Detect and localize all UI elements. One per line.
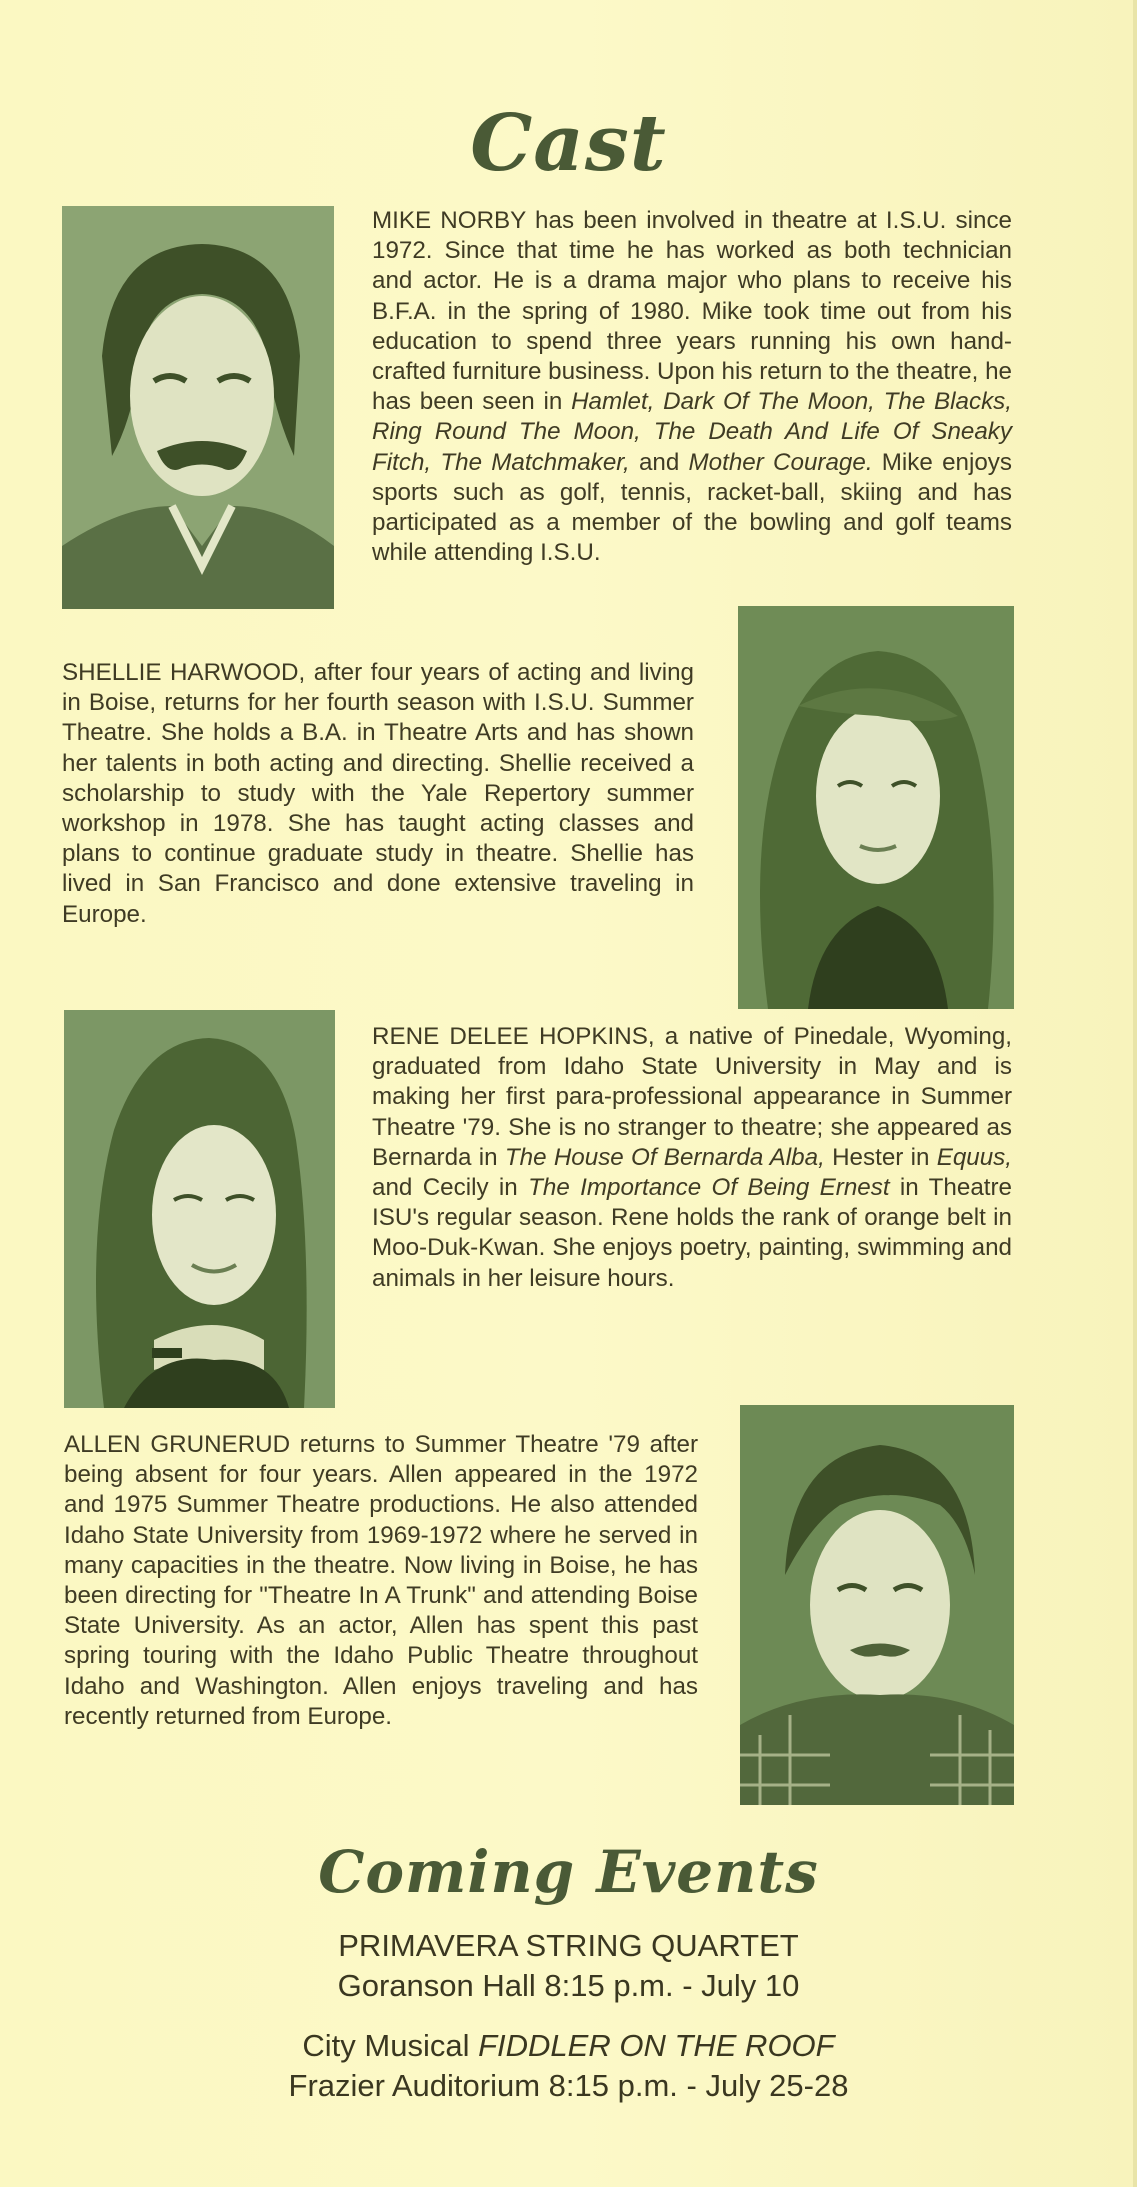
- coming-events-heading: Coming Events: [318, 1838, 819, 1906]
- bio-text: , after four years of acting and living in Boise, returns for her fourth season with I.S.U. Summer Theatre. She holds a B.A. in Theatre Arts and has shown her talents in both acting and directing. Shellie received a scholarship to study with the Yale Repertory summer workshop in 1978. She has taught acting classes and plans to continue graduate study in theatre. Shellie has lived in San Francisco and done extensive traveling in Europe.: [62, 659, 694, 928]
- work-title: The House Of Bernarda Alba,: [504, 1143, 825, 1171]
- name-mike-norby: MIKE NORBY: [372, 207, 526, 234]
- photo-shellie-harwood: [738, 606, 1014, 1009]
- work-title: Equus,: [936, 1143, 1012, 1171]
- event-primavera: [0, 1926, 1137, 2006]
- bio-shellie-harwood: [62, 658, 694, 930]
- bio-text: and Cecily in: [372, 1174, 529, 1202]
- bio-text: Hester in: [824, 1143, 937, 1171]
- event-fiddler: [0, 2026, 1137, 2106]
- photo-rene-hopkins: [64, 1010, 335, 1408]
- bio-text: and: [629, 448, 689, 476]
- event-show-title: FIDDLER ON THE ROOF: [478, 2028, 835, 2063]
- bio-rene-hopkins: [372, 1022, 1012, 1294]
- event-details: Frazier Auditorium 8:15 p.m. - July 25-28: [288, 2068, 849, 2103]
- bio-text: has been involved in theatre at I.S.U. since 1972. Since that time he has worked as both technician and actor. He is a drama major who plans to receive his B.F.A. in the spring of 1980. Mike took time out from his education to spend three years running his own hand-crafted furniture business. Upon his return to the theatre, he has been seen in: [372, 207, 1013, 416]
- bio-allen-grunerud: [64, 1430, 698, 1732]
- bio-text: Mike enjoys sports such as golf, tennis, racket-ball, skiing and has participated as a member of the bowling and golf teams while attending I.S.U.: [372, 448, 1012, 567]
- photo-allen-grunerud: [740, 1405, 1014, 1805]
- name-rene-hopkins: RENE DELEE HOPKINS: [372, 1023, 648, 1050]
- cast-heading: Cast: [470, 98, 667, 189]
- bio-text: returns to Summer Theatre '79 after being absent for four years. Allen appeared in the 1972 and 1975 Summer Theatre productions. He also attended Idaho State University from 1969-1972 where he served in many capacities in the theatre. Now living in Boise, he has been directing for "Theatre In A Trunk" and attending Boise State University. As an actor, Allen has spent this past spring touring with the Idaho Public Theatre throughout Idaho and Washington. Allen enjoys traveling and has recently returned from Europe.: [64, 1431, 698, 1730]
- bio-mike-norby: [372, 206, 1012, 568]
- works-list: Hamlet, Dark Of The Moon, The Blacks, Ring Round The Moon, The Death And Life Of Sneaky Fitch, The Matchmaker,: [372, 388, 1012, 476]
- work-title: The Importance Of Being Ernest: [528, 1174, 890, 1202]
- event-title: [0, 2026, 1137, 2066]
- event-title: PRIMAVERA STRING QUARTET: [338, 1928, 799, 1963]
- bio-text: in Theatre ISU's regular season. Rene holds the rank of orange belt in Moo-Duk-Kwan. She enjoys poetry, painting, swimming and animals in her leisure hours.: [372, 1174, 1013, 1292]
- works-list: Mother Courage.: [688, 448, 873, 476]
- bio-text: , a native of Pinedale, Wyoming, graduated from Idaho State University in May and is making her first para-professional appearance in Summer Theatre '79. She is no stranger to theatre; she appeared as Bernarda in: [372, 1023, 1013, 1171]
- photo-mike-norby: [62, 206, 334, 609]
- name-shellie-harwood: SHELLIE HARWOOD: [62, 659, 299, 686]
- name-allen-grunerud: ALLEN GRUNERUD: [64, 1431, 291, 1458]
- event-details: Goranson Hall 8:15 p.m. - July 10: [337, 1968, 800, 2003]
- event-prefix: City Musical: [302, 2028, 479, 2063]
